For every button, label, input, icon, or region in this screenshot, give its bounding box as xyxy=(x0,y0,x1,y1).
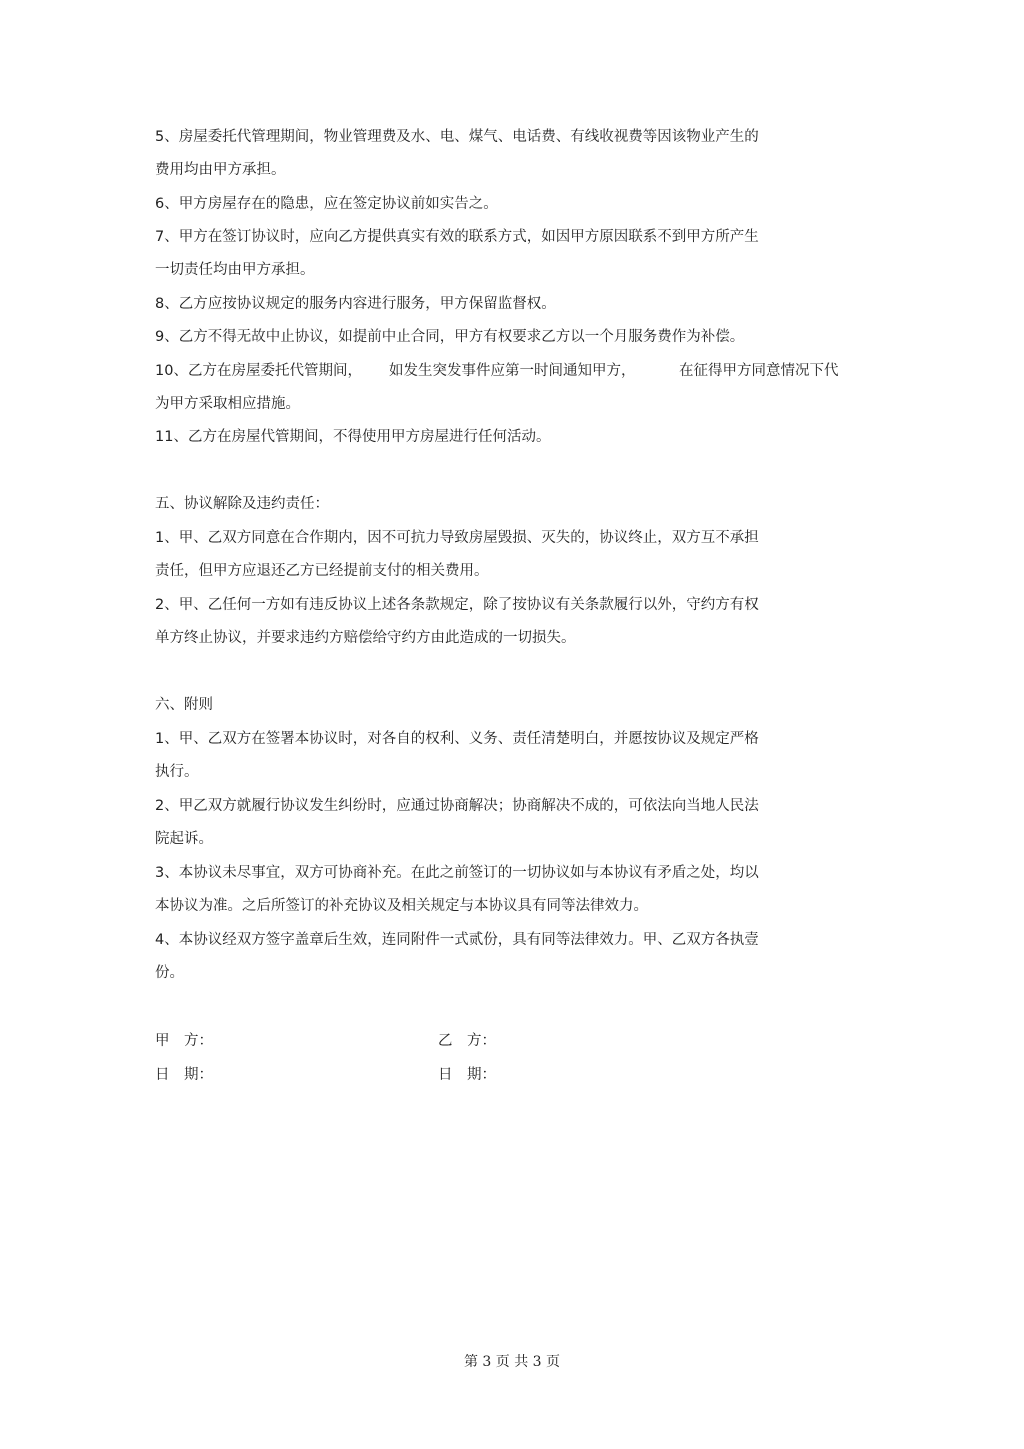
clause-10-part-c: 在征得甲方同意情况下代 xyxy=(679,363,839,379)
section-6-item-4-line-1: 4、本协议经双方签字盖章后生效，连同附件一式贰份，具有同等法律效力。甲、乙双方各执壹 xyxy=(155,932,759,948)
clause-8: 8、乙方应按协议规定的服务内容进行服务，甲方保留监督权。 xyxy=(155,296,556,312)
section-6-item-3-line-1: 3、本协议未尽事宜，双方可协商补充。在此之前签订的一切协议如与本协议有矛盾之处，均以 xyxy=(155,865,759,881)
clause-7-line-1: 7、甲方在签订协议时，应向乙方提供真实有效的联系方式，如因甲方原因联系不到甲方所产生 xyxy=(155,229,759,245)
section-5-item-2-line-1: 2、甲、乙任何一方如有违反协议上述各条款规定，除了按协议有关条款履行以外，守约方有权 xyxy=(155,597,759,613)
section-5-item-2-line-2: 单方终止协议，并要求违约方赔偿给守约方由此造成的一切损失。 xyxy=(155,630,576,646)
clause-7-line-2: 一切责任均由甲方承担。 xyxy=(155,262,315,278)
clause-6: 6、甲方房屋存在的隐患，应在签定协议前如实告之。 xyxy=(155,196,498,212)
section-5-heading: 五、协议解除及违约责任： xyxy=(155,496,329,512)
clause-11: 11、乙方在房屋代管期间，不得使用甲方房屋进行任何活动。 xyxy=(155,429,551,445)
section-6-item-1-line-2: 执行。 xyxy=(155,764,199,780)
clause-9: 9、乙方不得无故中止协议，如提前中止合同，甲方有权要求乙方以一个月服务费作为补偿。 xyxy=(155,329,745,345)
clause-10-line-2: 为甲方采取相应措施。 xyxy=(155,396,300,412)
clause-10-part-b: 如发生突发事件应第一时间通知甲方， xyxy=(389,363,636,379)
section-5-item-1-line-2: 责任，但甲方应退还乙方已经提前支付的相关费用。 xyxy=(155,563,489,579)
section-6-item-1-line-1: 1、甲、乙双方在签署本协议时，对各自的权利、义务、责任清楚明白，并愿按协议及规定严格 xyxy=(155,731,759,747)
section-6-item-2-line-2: 院起诉。 xyxy=(155,831,213,847)
section-6-item-4-line-2: 份。 xyxy=(155,965,184,981)
clause-10-line-1 xyxy=(155,361,839,381)
clause-5-line-1: 5、房屋委托代管理期间，物业管理费及水、电、煤气、电话费、有线收视费等因该物业产生的 xyxy=(155,129,759,145)
page-footer: 第 3 页 共 3 页 xyxy=(463,1354,561,1370)
section-6-item-2-line-1: 2、甲乙双方就履行协议发生纠纷时，应通过协商解决；协商解决不成的，可依法向当地人民法 xyxy=(155,798,759,814)
clause-10-part-a: 10、乙方在房屋委托代管期间， xyxy=(155,363,362,379)
party-a-label: 甲 方： xyxy=(155,1033,213,1049)
party-b-label: 乙 方： xyxy=(438,1033,496,1049)
date-a-label: 日 期： xyxy=(155,1067,213,1083)
section-6-item-3-line-2: 本协议为准。之后所签订的补充协议及相关规定与本协议具有同等法律效力。 xyxy=(155,898,648,914)
section-6-heading: 六、附则 xyxy=(155,697,213,713)
section-5-item-1-line-1: 1、甲、乙双方同意在合作期内，因不可抗力导致房屋毁损、灭失的，协议终止，双方互不承担 xyxy=(155,530,759,546)
clause-5-line-2: 费用均由甲方承担。 xyxy=(155,162,286,178)
date-b-label: 日 期： xyxy=(438,1067,496,1083)
